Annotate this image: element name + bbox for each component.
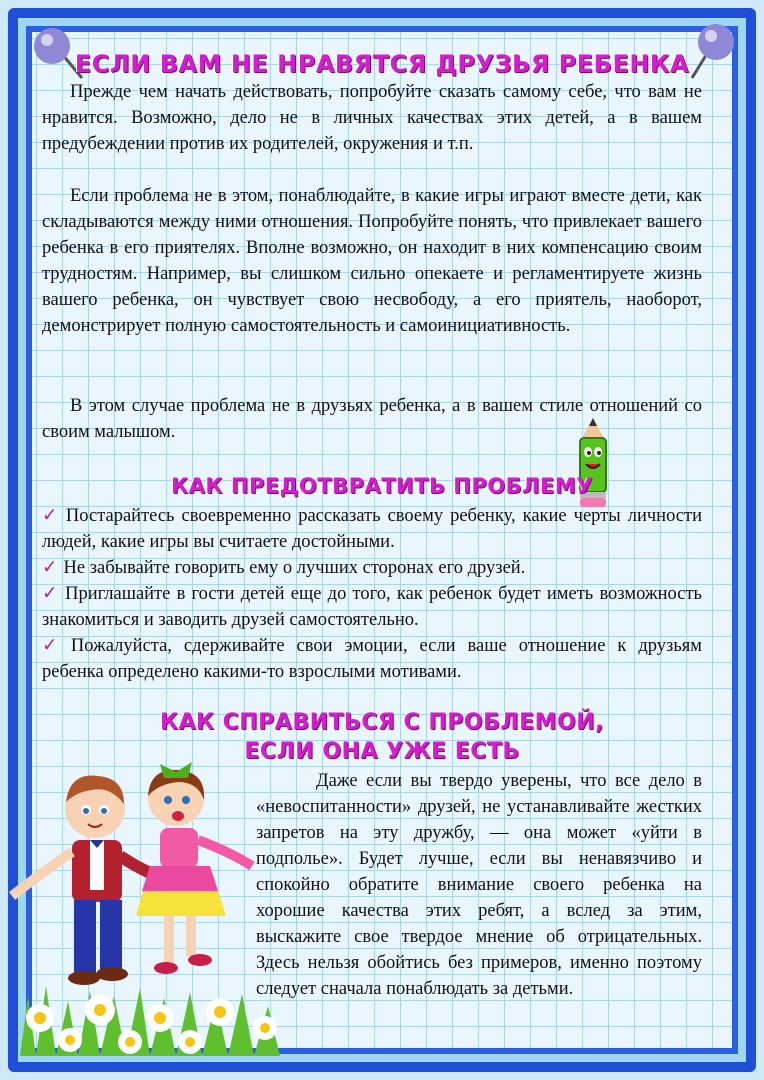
- checkmark-icon: ✓: [42, 583, 60, 604]
- section-heading-cope-line2: ЕСЛИ ОНА УЖЕ ЕСТЬ: [244, 739, 520, 764]
- checkmark-icon: ✓: [42, 635, 65, 656]
- list-item: ✓ Приглашайте в гости детей еще до того, как ребенок будет иметь возможность знакомиться и заводить друзей самостоятельно.: [42, 583, 702, 630]
- tips-list: [42, 503, 702, 685]
- paragraph-1: Прежде чем начать действовать, попробуйте сказать самому себе, что вам не нравится. Возможно, дело не в личных качествах этих детей, а в вашем предубеждении против их родителей, окружения и т.п.: [42, 82, 702, 154]
- list-item: ✓ Не забывайте говорить ему о лучших сторонах его друзей.: [42, 557, 526, 578]
- list-item: ✓ Постарайтесь своевременно рассказать своему ребенку, какие черты личности людей, какие игры вы считаете достойными.: [42, 505, 702, 552]
- children-illustration: [0, 756, 290, 1056]
- section-heading-prevent: КАК ПРЕДОТВРАТИТЬ ПРОБЛЕМУ: [171, 474, 593, 498]
- paragraph-cope: Даже если вы твердо уверены, что все дело в «невоспитанности» друзей, не устанавливайте жестких запретов на эту дружбу, — она может «уйти в подполье». Будет лучше, если вы ненавязчиво и спокойно обратите внимание своего ребенка на хорошие качества этих ребят, а вслед за этим, выскажите свое твердое мнение об отрицательных. Здесь нельзя обойтись без примеров, именно поэтому следует сначала понаблюдать за детьми.: [256, 771, 702, 999]
- paragraph-3: В этом случае проблема не в друзьях ребенка, а в вашем стиле отношений со своим малышом.: [42, 396, 702, 442]
- list-item: ✓ Пожалуйста, сдерживайте свои эмоции, если ваше отношение к друзьям ребенка определено какими-то взрослыми мотивами.: [42, 635, 702, 682]
- section-heading-cope-line1: КАК СПРАВИТЬСЯ С ПРОБЛЕМОЙ,: [159, 710, 605, 735]
- paragraph-2: Если проблема не в этом, понаблюдайте, в какие игры играют вместе дети, как складываются между ними отношения. Попробуйте понять, что привлекает вашего ребенка в его приятелях. Вполне возможно, он находит в них компенсацию своим трудностям. Например, вы слишком сильно опекаете и регламентируете жизнь вашего ребенка, он чувствует свою несвободу, а его приятель, наоборот, демонстрирует полную самостоятельность и самоинициативность.: [42, 186, 702, 336]
- page-title: ЕСЛИ ВАМ НЕ НРАВЯТСЯ ДРУЗЬЯ РЕБЕНКА: [74, 50, 690, 78]
- checkmark-icon: ✓: [42, 505, 60, 526]
- checkmark-icon: ✓: [42, 557, 58, 578]
